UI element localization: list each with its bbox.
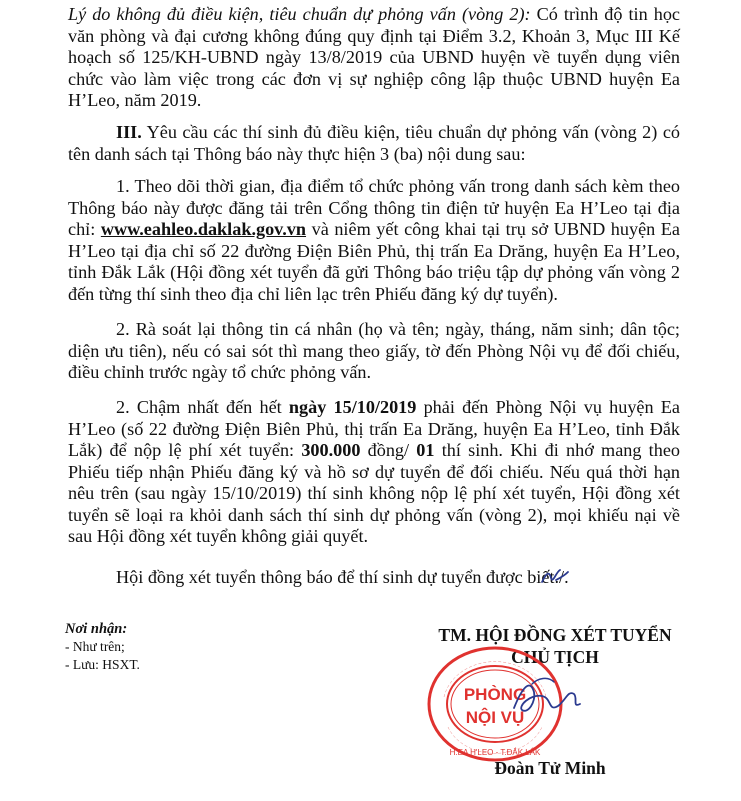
item-3-text-c: đồng/ <box>360 440 417 460</box>
item-1-text-a: 1. Theo dõi thời gian, địa điểm tổ chức phỏng vấn trong danh sách kèm theo Thông báo này được đăng tải trên Cổng thông tin điện tử huyện Ea H’Leo tại địa chỉ: <box>68 176 680 239</box>
fee-amount: 300.000 <box>301 440 361 460</box>
closing-text: Hội đồng xét tuyển thông báo để thí sinh dự tuyển được biết./. <box>116 567 569 587</box>
recipients-block <box>65 620 315 674</box>
closing-paragraph <box>68 567 680 589</box>
recipient-item: - Lưu: HSXT. <box>65 657 140 672</box>
website-link[interactable]: www.eahleo.daklak.gov.vn <box>100 219 307 239</box>
section-iii-number: III. <box>116 122 142 142</box>
item-3-text-b: phải đến Phòng Nội vụ huyện Ea H’Leo (số 22 đường Điện Biên Phủ, thị trấn Ea Drăng, huyện Ea H’Leo, tỉnh Đắk Lắk) để nộp lệ phí xét tuyển: <box>68 397 680 460</box>
chairman-title: CHỦ TỊCH <box>511 647 599 667</box>
item-2-text: 2. Rà soát lại thông tin cá nhân (họ và tên; ngày, tháng, năm sinh; dân tộc; diện ưu tiên), nếu có sai sót thì mang theo giấy, tờ đến Phòng Nội vụ để đối chiếu, điều chỉnh trước ngày tổ chức phỏng vấn. <box>68 319 680 382</box>
candidate-count: 01 <box>416 440 435 460</box>
section-iii-paragraph <box>68 122 680 165</box>
recipient-item: - Như trên; <box>65 639 125 654</box>
svg-text:PHÒNG: PHÒNG <box>463 685 527 704</box>
reason-text: Có trình độ tin học văn phòng và đại cương không đúng quy định tại Điểm 3.2, Khoản 3, Mục III Kế hoạch số 125/KH-UBND ngày 13/8/2019 của UBND huyện về tuyển dụng viên chức vào làm việc trong các đơn vị sự nghiệp công lập thuộc UBND huyện Ea H’Leo, năm 2019. <box>68 4 680 110</box>
section-iii-text: Yêu cầu các thí sinh đủ điều kiện, tiêu chuẩn dự phỏng vấn (vòng 2) có tên danh sách tại Thông báo này thực hiện 3 (ba) nội dung sau: <box>68 122 680 164</box>
item-1-text-b: và niêm yết công khai tại trụ sở UBND huyện Ea H’Leo tại địa chỉ số 22 đường Điện Biên Phủ, thị trấn Ea Drăng, huyện Ea H’Leo, tỉnh Đắk Lắk (Hội đồng xét tuyển đã gửi Thông báo triệu tập dự phỏng vấn vòng 2 đến từng thí sinh theo địa chỉ liên lạc trên Phiếu đăng ký dự tuyển). <box>68 219 680 304</box>
item-3-text-a: 2. Chậm nhất đến hết <box>116 397 289 417</box>
item-2-paragraph <box>68 319 680 384</box>
deadline-date: ngày 15/10/2019 <box>288 397 417 417</box>
svg-text:NỘI VỤ: NỘI VỤ <box>465 708 525 727</box>
item-3-text-d: thí sinh. Khi đi nhớ mang theo Phiếu tiếp nhận Phiếu đăng ký và hồ sơ dự tuyển để đối chiếu. Nếu quá thời hạn nêu trên (sau ngày 15/10/2019) thí sinh không nộp lệ phí xét tuyển, Hội đồng xét tuyển sẽ loại ra khỏi danh sách thí sinh dự phỏng vấn (vòng 2), mọi khiếu nại về sau Hội đồng xét tuyển không giải quyết. <box>68 440 680 546</box>
handwritten-signature-icon <box>508 668 588 728</box>
svg-text:H.EA H'LEO - T.ĐẮK LẮK: H.EA H'LEO - T.ĐẮK LẮK <box>449 748 541 757</box>
initial-tick-icon <box>540 566 570 588</box>
reason-paragraph <box>68 4 680 112</box>
council-title: TM. HỘI ĐỒNG XÉT TUYỂN <box>438 625 672 645</box>
recipients-title: Nơi nhận: <box>65 621 128 637</box>
signer-name: Đoàn Tử Minh <box>494 758 606 778</box>
item-3-paragraph <box>68 397 680 548</box>
item-1-paragraph <box>68 176 680 305</box>
reason-lead: Lý do không đủ điều kiện, tiêu chuẩn dự phỏng vấn (vòng 2): <box>68 4 531 24</box>
